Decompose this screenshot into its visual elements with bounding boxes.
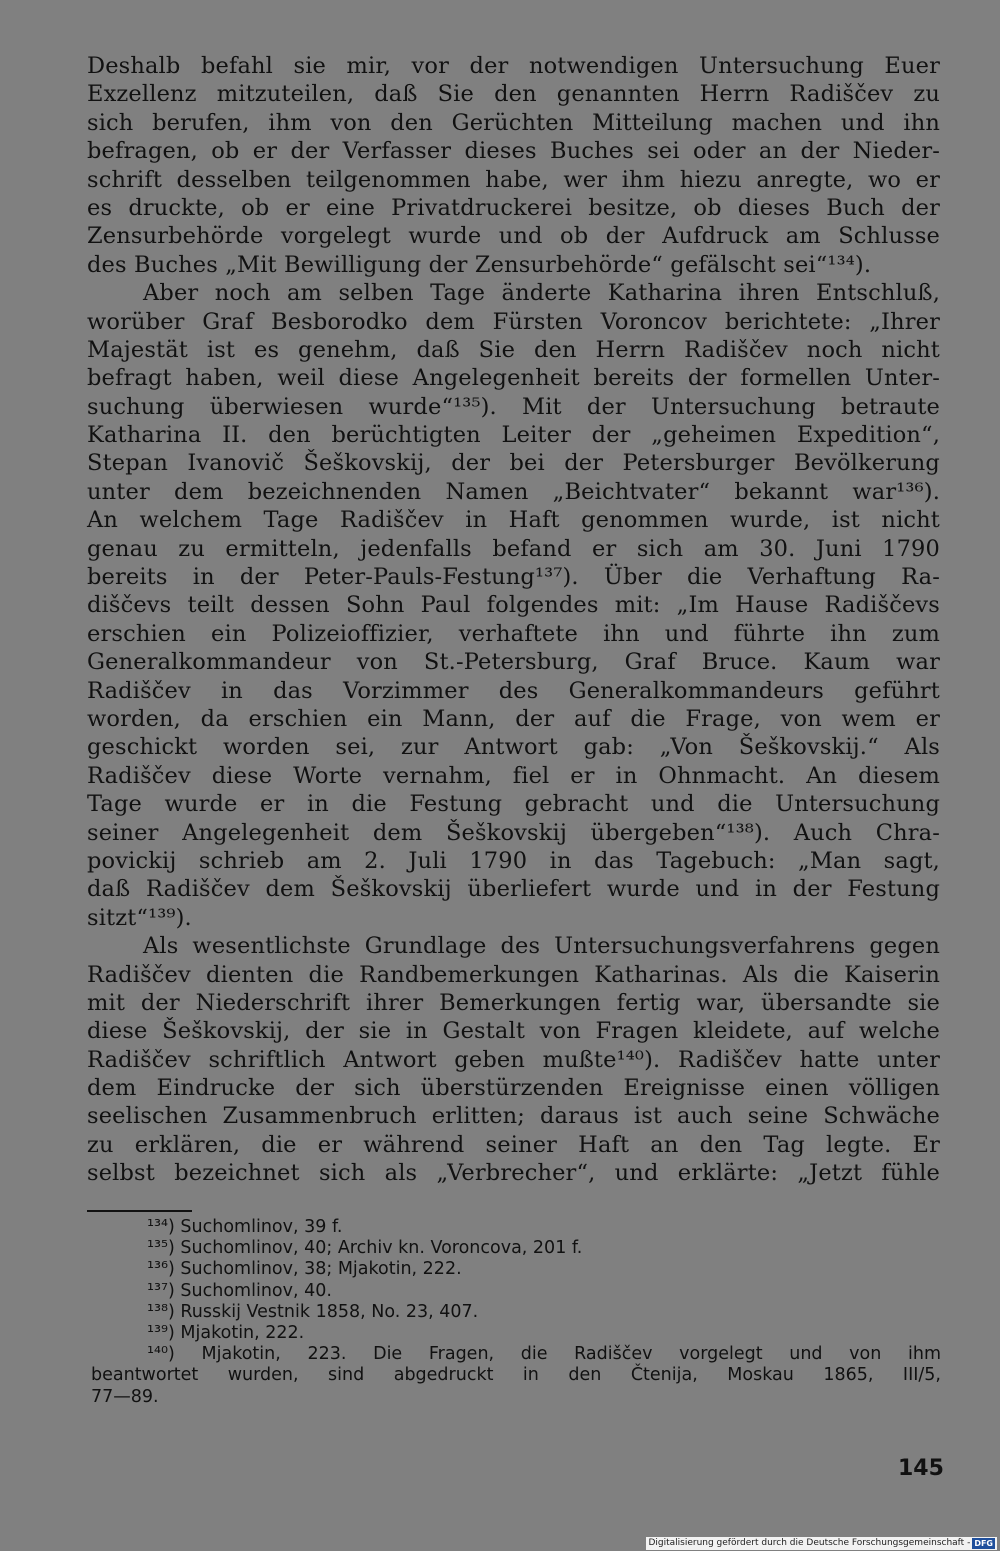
footnote: beantwortet wurden, sind abgedruckt in den Čtenija, Moskau 1865, III/5, <box>91 1365 941 1386</box>
text-line: Deshalb befahl sie mir, vor der notwendigen Untersuchung Euer <box>87 53 940 79</box>
text-line: Radiščev diese Worte vernahm, fiel er in Ohnmacht. An diesem <box>87 762 940 789</box>
body-text <box>87 52 940 1188</box>
footnote: ¹³⁸) Russkij Vestnik 1858, No. 23, 407. <box>147 1301 479 1322</box>
text-line: Aber noch am selben Tage änderte Katharina ihren Entschluß, <box>143 280 940 307</box>
text-line: genau zu ermitteln, jedenfalls befand er sich am 30. Juni 1790 <box>87 535 940 562</box>
footnote: 77—89. <box>91 1386 159 1407</box>
text-line: Radiščev schriftlich Antwort geben mußte¹⁴⁰). Radiščev hatte unter <box>87 1046 940 1073</box>
text-line: befragt haben, weil diese Angelegenheit bereits der formellen Unter- <box>87 365 940 392</box>
footnote: ¹³⁴) Suchomlinov, 39 f. <box>147 1217 343 1237</box>
text-line: zu erklären, die er während seiner Haft an den Tag legte. Er <box>87 1131 940 1158</box>
text-line: worden, da erschien ein Mann, der auf die Frage, von wem er <box>87 705 940 732</box>
footnote: ¹³⁹) Mjakotin, 222. <box>147 1322 305 1343</box>
footnotes <box>91 1217 941 1408</box>
text-line: povickij schrieb am 2. Juli 1790 in das Tagebuch: „Man sagt, <box>87 847 940 874</box>
text-line: dem Eindrucke der sich überstürzenden Ereignisse einen völligen <box>87 1075 940 1102</box>
text-line: des Buches „Mit Bewilligung der Zensurbehörde“ gefälscht sei“¹³⁴). <box>87 251 872 278</box>
text-line: Radiščev dienten die Randbemerkungen Katharinas. Als die Kaiserin <box>87 961 940 988</box>
footnote-divider <box>87 1210 192 1212</box>
text-line: bereits in der Peter-Pauls-Festung¹³⁷). Über die Verhaftung Ra- <box>87 564 940 591</box>
text-line: suchung überwiesen wurde“¹³⁵). Mit der Untersuchung betraute <box>87 393 940 420</box>
text-line: Stepan Ivanovič Šeškovskij, der bei der Petersburger Bevölkerung <box>87 450 940 477</box>
text-line: mit der Niederschrift ihrer Bemerkungen fertig war, übersandte sie <box>87 989 940 1016</box>
text-line: Katharina II. den berüchtigten Leiter der „geheimen Expedition“, <box>87 422 940 449</box>
text-line: worüber Graf Besborodko dem Fürsten Voroncov berichtete: „Ihrer <box>87 308 940 335</box>
footnote: ¹³⁷) Suchomlinov, 40. <box>147 1280 332 1301</box>
text-line: seiner Angelegenheit dem Šeškovskij übergeben“¹³⁸). Auch Chra- <box>87 819 940 846</box>
footnote: ¹⁴⁰) Mjakotin, 223. Die Fragen, die Radiščev vorgelegt und von ihm <box>147 1344 941 1365</box>
text-line: seelischen Zusammenbruch erlitten; daraus ist auch seine Schwäche <box>87 1103 940 1130</box>
text-line: sich berufen, ihm von den Gerüchten Mitteilung machen und ihn <box>87 109 940 136</box>
text-line: Majestät ist es genehm, daß Sie den Herrn Radiščev noch nicht <box>87 336 940 363</box>
text-line: daß Radiščev dem Šeškovskij überliefert wurde und in der Festung <box>87 876 940 903</box>
text-line: es druckte, ob er eine Privatdruckerei besitze, ob dieses Buch der <box>87 194 940 221</box>
page-number: 145 <box>898 1456 944 1481</box>
text-line: schrift desselben teilgenommen habe, wer ihm hiezu anregte, wo er <box>87 166 940 193</box>
text-line: selbst bezeichnet sich als „Verbrecher“, und erklärte: „Jetzt fühle <box>87 1160 940 1187</box>
dfg-logo-icon: DFG <box>974 1539 993 1548</box>
text-line: befragen, ob er der Verfasser dieses Buches sei oder an der Nieder- <box>87 138 940 165</box>
text-line: diščevs teilt dessen Sohn Paul folgendes mit: „Im Hause Radiščevs <box>87 592 940 619</box>
text-line: geschickt worden sei, zur Antwort gab: „Von Šeškovskij.“ Als <box>87 734 940 761</box>
text-line: erschien ein Polizeioffizier, verhaftete ihn und führte ihn zum <box>87 620 940 647</box>
text-line: Tage wurde er in die Festung gebracht und die Untersuchung <box>87 791 940 818</box>
text-line: Als wesentlichste Grundlage des Untersuchungsverfahrens gegen <box>143 933 940 960</box>
text-line: sitzt“¹³⁹). <box>87 904 192 931</box>
text-line: Radiščev in das Vorzimmer des Generalkommandeurs geführt <box>87 677 940 704</box>
credit-text: Digitalisierung gefördert durch die Deutsche Forschungsgemeinschaft - <box>648 1538 971 1548</box>
text-line: unter dem bezeichnenden Namen „Beichtvater“ bekannt war¹³⁶). <box>87 478 940 505</box>
text-line: Zensurbehörde vorgelegt wurde und ob der Aufdruck am Schlusse <box>87 223 940 250</box>
footnote: ¹³⁶) Suchomlinov, 38; Mjakotin, 222. <box>147 1259 462 1280</box>
text-line: Generalkommandeur von St.-Petersburg, Graf Bruce. Kaum war <box>87 649 940 676</box>
text-line: diese Šeškovskij, der sie in Gestalt von Fragen kleidete, auf welche <box>87 1018 940 1045</box>
text-line: An welchem Tage Radiščev in Haft genommen wurde, ist nicht <box>87 507 940 534</box>
digitization-credit <box>646 1537 997 1550</box>
footnote: ¹³⁵) Suchomlinov, 40; Archiv kn. Voroncova, 201 f. <box>147 1238 583 1259</box>
text-line: Exzellenz mitzuteilen, daß Sie den genannten Herrn Radiščev zu <box>87 81 940 108</box>
